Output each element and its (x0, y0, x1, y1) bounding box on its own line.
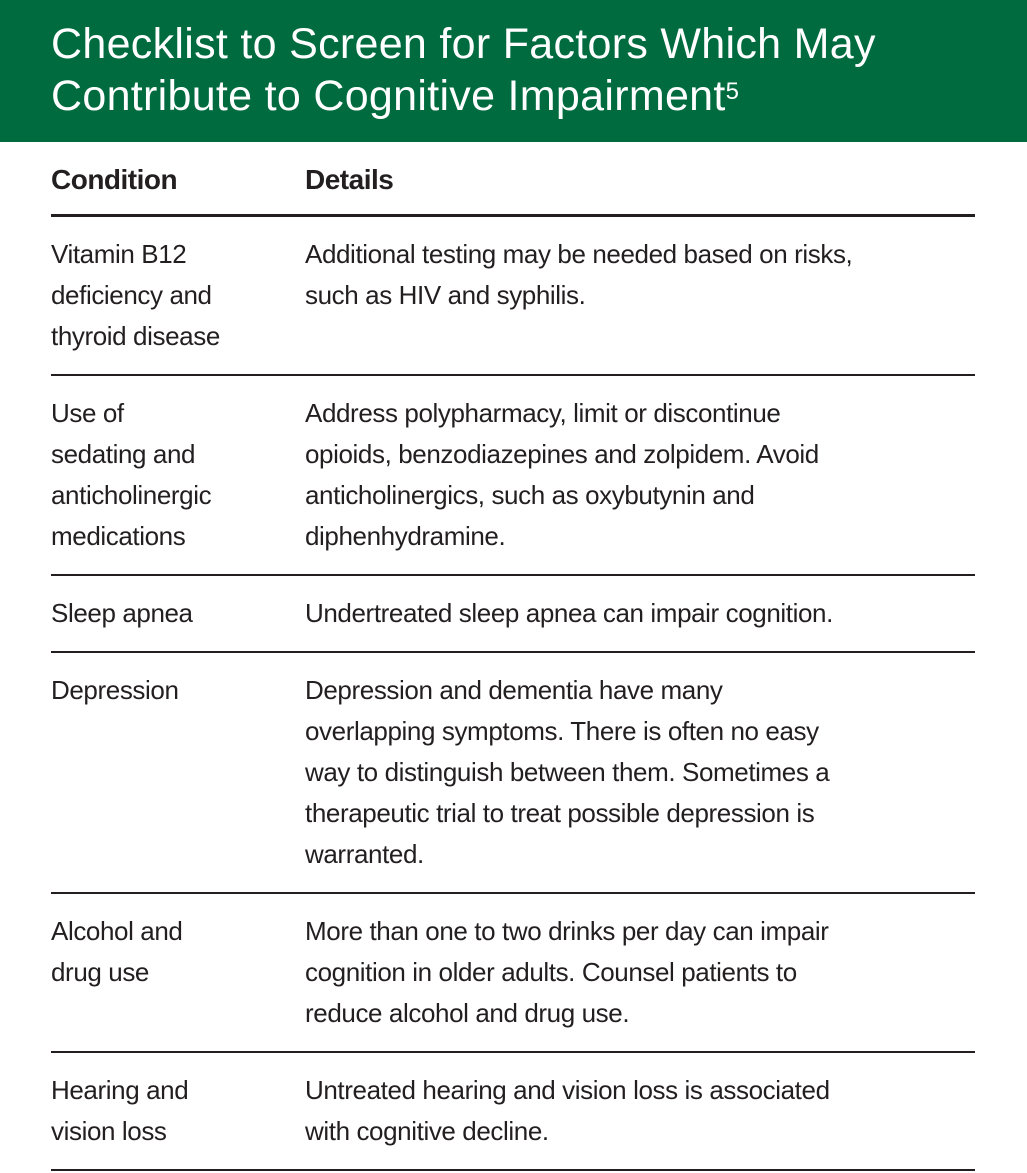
details-cell: Undertreated sleep apnea can impair cognition. (305, 575, 975, 652)
details-cell: Address polypharmacy, limit or discontinue opioids, benzodiazepines and zolpidem. Avoid anticholinergics, such as oxybutynin and diphenhydramine. (305, 375, 975, 575)
table-row (51, 893, 975, 1052)
table-row (51, 575, 975, 652)
checklist-table (51, 142, 975, 1171)
condition-cell: Depression (51, 652, 305, 893)
table-row (51, 375, 975, 575)
title-text: Checklist to Screen for Factors Which May Contribute to Cognitive Impairment (51, 20, 876, 120)
column-header-details: Details (305, 142, 975, 216)
details-cell: Additional testing may be needed based on risks, such as HIV and syphilis. (305, 216, 975, 376)
condition-cell: Alcohol and drug use (51, 893, 305, 1052)
details-cell: More than one to two drinks per day can impair cognition in older adults. Counsel patients to reduce alcohol and drug use. (305, 893, 975, 1052)
table-row (51, 216, 975, 376)
table-row (51, 1052, 975, 1170)
details-cell: Depression and dementia have many overlapping symptoms. There is often no easy way to distinguish between them. Sometimes a therapeutic trial to treat possible depression is warranted. (305, 652, 975, 893)
footnote-reference: 5 (725, 78, 740, 105)
table-header-row (51, 142, 975, 216)
table-row (51, 652, 975, 893)
page-title (51, 18, 1027, 122)
title-banner (0, 0, 1027, 142)
condition-cell: Hearing and vision loss (51, 1052, 305, 1170)
condition-cell: Vitamin B12 deficiency and thyroid disease (51, 216, 305, 376)
details-cell: Untreated hearing and vision loss is associated with cognitive decline. (305, 1052, 975, 1170)
column-header-condition: Condition (51, 142, 305, 216)
condition-cell: Use of sedating and anticholinergic medications (51, 375, 305, 575)
condition-cell: Sleep apnea (51, 575, 305, 652)
